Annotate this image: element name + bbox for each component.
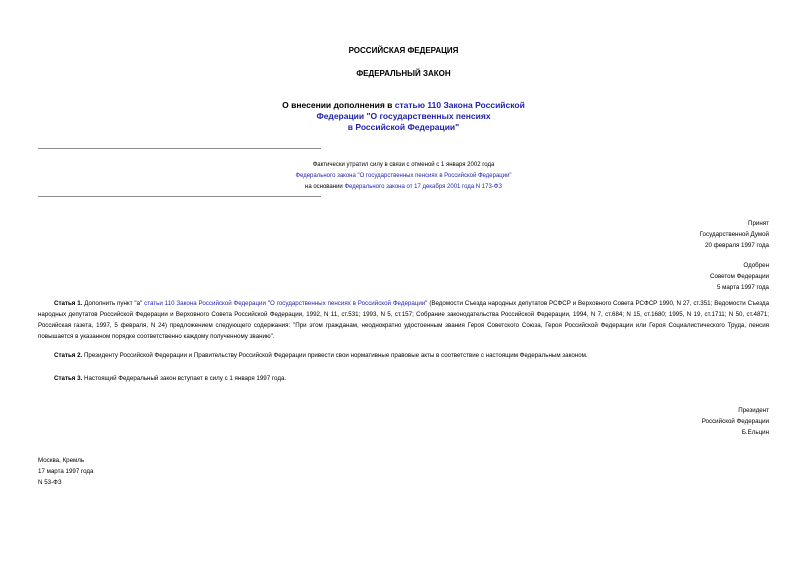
article-1-text-c: " (Ведомости Съезда народных депутатов РСФСР и Верховного Совета РСФСР 1990, N 27, ст.351; Ведомости Съезда народных депутатов Российской Федерации и Верховного Совета Российской Федерации, 1992, N 11, ст.531; 1993, N 5, ст.157; Собрание законодательства Российской Федерации, 1994, N 7, ст.684; N 15, ст.1680; 1995, N 19, ст.1711; N 50, ст.4871; Российская газета, 1997, 5 февраля, N 24) предложением следующего содержания: "При этом гражданам, неоднократно удостоенным звания Героя Советского Союза, Героя Российской Федерации или Героя Социалистического Труда, пенсия повышается в указанном порядке соответственно каждому полученному званию". <box>38 300 770 340</box>
status-note-law-link[interactable]: Федерального закона "О государственных пенсиях в Российской Федерации" <box>295 173 512 179</box>
divider-bottom <box>38 196 321 197</box>
place-date-block <box>38 455 94 488</box>
divider-top <box>38 148 321 149</box>
law-number: N 53-ФЗ <box>38 479 62 486</box>
article-1-text-b: " <box>265 300 271 307</box>
title-link-article-110[interactable]: статью 110 Закона Российской <box>394 100 525 110</box>
title-link-law-name[interactable]: Федерации "О государственных пенсиях <box>316 111 491 121</box>
accepted-label: Принят <box>748 220 769 227</box>
accepted-date: 20 февраля 1997 года <box>705 242 769 249</box>
approved-label: Одобрен <box>743 262 769 269</box>
signing-place: Москва, Кремль <box>38 457 85 464</box>
signer-country: Российской Федерации <box>701 418 769 425</box>
article-1-label: Статья 1. <box>54 300 83 307</box>
title-prefix: О внесении дополнения в <box>282 100 395 110</box>
accepted-block <box>700 218 769 251</box>
article-1-text-a: Дополнить пункт "а" <box>82 300 145 307</box>
title-link-law-name-end[interactable]: в Российской Федерации" <box>347 122 460 132</box>
article-1-link-pension-law[interactable]: О государственных пенсиях в Российской Федерации <box>270 300 426 307</box>
signer-title: Президент <box>738 407 769 414</box>
article-3-text: Настоящий Федеральный закон вступает в силу с 1 января 1997 года. <box>82 375 287 382</box>
article-2 <box>38 350 769 361</box>
signing-date: 17 марта 1997 года <box>38 468 94 475</box>
article-1-link-article-110[interactable]: статьи 110 Закона Российской Федерации <box>144 300 266 307</box>
status-note-line3 <box>0 182 807 193</box>
country-heading: РОССИЙСКАЯ ФЕДЕРАЦИЯ <box>348 46 459 55</box>
document-title <box>0 100 807 133</box>
accepted-body: Государственной Думой <box>699 231 769 238</box>
status-note-basis: на основании <box>305 184 345 190</box>
status-note <box>0 160 807 193</box>
approved-date: 5 марта 1997 года <box>716 284 769 291</box>
signer-block <box>702 405 769 438</box>
article-2-label: Статья 2. <box>54 352 83 359</box>
article-3 <box>38 373 769 384</box>
article-3-label: Статья 3. <box>54 375 83 382</box>
article-1 <box>38 298 769 342</box>
status-note-repeal-law-link[interactable]: Федерального закона от 17 декабря 2001 года N 173-ФЗ <box>344 184 502 190</box>
document-type-heading: ФЕДЕРАЛЬНЫЙ ЗАКОН <box>356 69 451 78</box>
article-2-text: Президенту Российской Федерации и Правительству Российской Федерации привести свои нормативные правовые акты в соответствие с настоящим Федеральным законом. <box>82 352 588 359</box>
signer-name: Б.Ельцин <box>741 429 769 436</box>
approved-block <box>710 260 769 293</box>
status-note-line1: Фактически утратил силу в связи с отменой с 1 января 2002 года <box>312 162 495 168</box>
approved-body: Советом Федерации <box>710 273 769 280</box>
